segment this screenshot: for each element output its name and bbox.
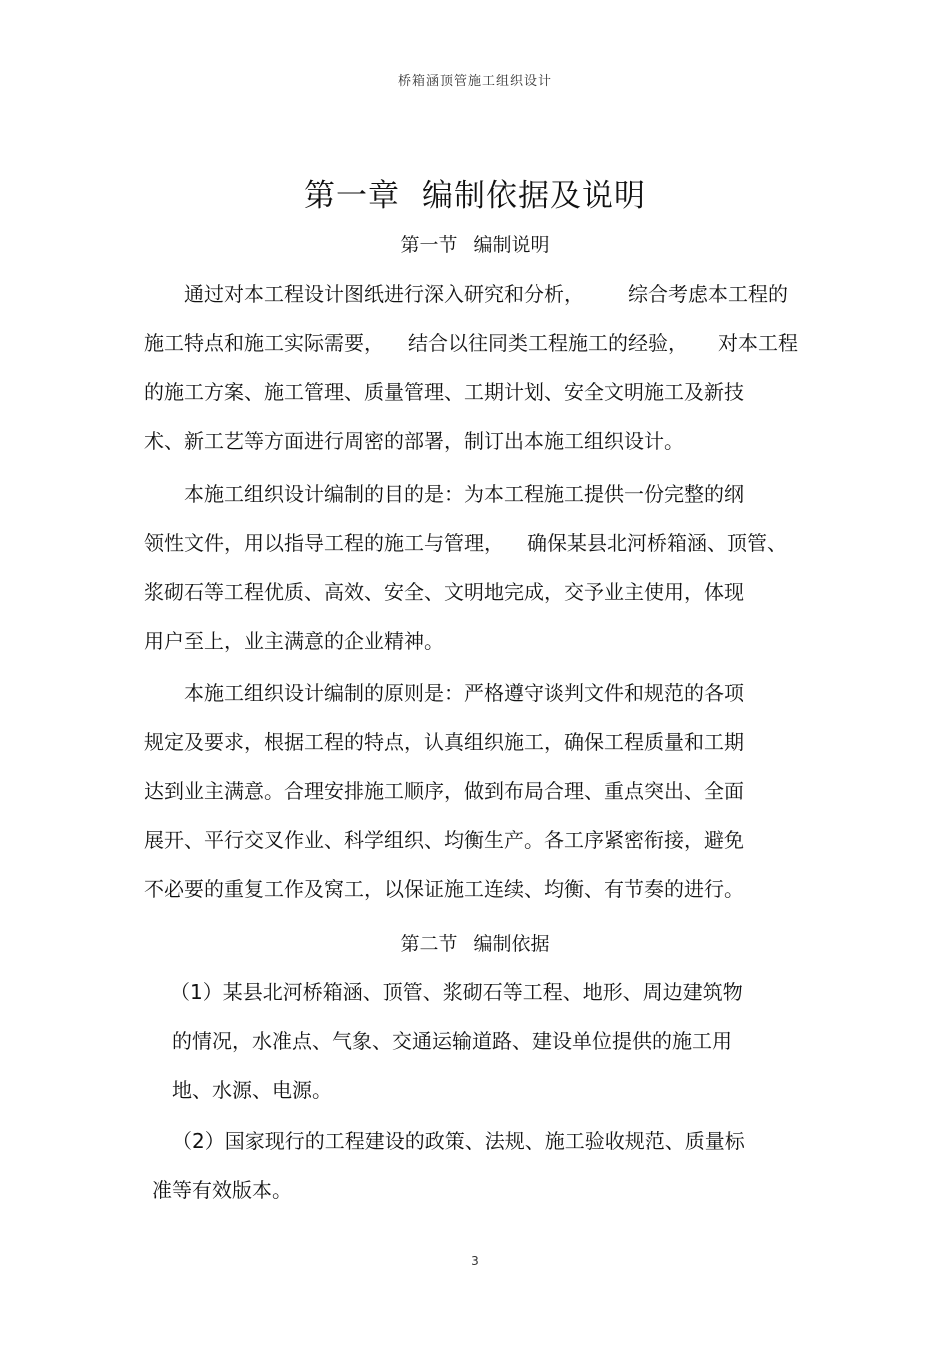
para1-line: 对本工程	[718, 331, 798, 355]
running-header: 桥箱涵顶管施工组织设计	[397, 74, 552, 89]
section-name: 编制依据	[473, 933, 550, 955]
section-number: 第一节	[400, 234, 458, 256]
para2-line: 用户至上，业主满意的企业精神。	[144, 629, 444, 653]
chapter-title	[0, 170, 950, 215]
para2-line: 浆砌石等工程优质、高效、安全、文明地完成，交予业主使用，体现	[144, 580, 744, 604]
chapter-number: 第一章	[304, 178, 400, 214]
para3-line: 展开、平行交叉作业、科学组织、均衡生产。各工序紧密衔接，避免	[144, 828, 744, 852]
para2-line: 本施工组织设计编制的目的是：为本工程施工提供一份完整的纲	[184, 482, 744, 506]
para1-line: 的施工方案、施工管理、质量管理、工期计划、安全文明施工及新技	[144, 380, 744, 404]
para1-line: 施工特点和施工实际需要，	[144, 331, 384, 355]
section-title-1	[0, 230, 950, 257]
section-title-2	[0, 929, 950, 956]
para1-line: 结合以往同类工程施工的经验，	[408, 331, 688, 355]
para3-line: 达到业主满意。合理安排施工顺序，做到布局合理、重点突出、全面	[144, 779, 744, 803]
para2-line: 领性文件，用以指导工程的施工与管理，	[144, 531, 504, 555]
page-number: 3	[471, 1254, 479, 1268]
para3-line: 规定及要求，根据工程的特点，认真组织施工，确保工程质量和工期	[144, 730, 744, 754]
item1-line: 的情况，水准点、气象、交通运输道路、建设单位提供的施工用	[172, 1029, 732, 1053]
para3-line: 不必要的重复工作及窝工，以保证施工连续、均衡、有节奏的进行。	[144, 877, 744, 901]
para3-line: 本施工组织设计编制的原则是：严格遵守谈判文件和规范的各项	[184, 681, 744, 705]
section-name: 编制说明	[473, 234, 550, 256]
para1-line: 通过对本工程设计图纸进行深入研究和分析，	[184, 282, 584, 306]
item2-line: （2）国家现行的工程建设的政策、法规、施工验收规范、质量标	[172, 1129, 745, 1153]
item1-line: 地、水源、电源。	[172, 1078, 332, 1102]
section-number: 第二节	[400, 933, 458, 955]
item2-line: 准等有效版本。	[152, 1178, 292, 1202]
para1-line: 术、新工艺等方面进行周密的部署，制订出本施工组织设计。	[144, 429, 684, 453]
item1-line: （1）某县北河桥箱涵、顶管、浆砌石等工程、地形、周边建筑物	[170, 980, 743, 1004]
chapter-name: 编制依据及说明	[422, 178, 646, 214]
para1-line: 综合考虑本工程的	[628, 282, 788, 306]
para2-line: 确保某县北河桥箱涵、顶管、	[527, 531, 787, 555]
